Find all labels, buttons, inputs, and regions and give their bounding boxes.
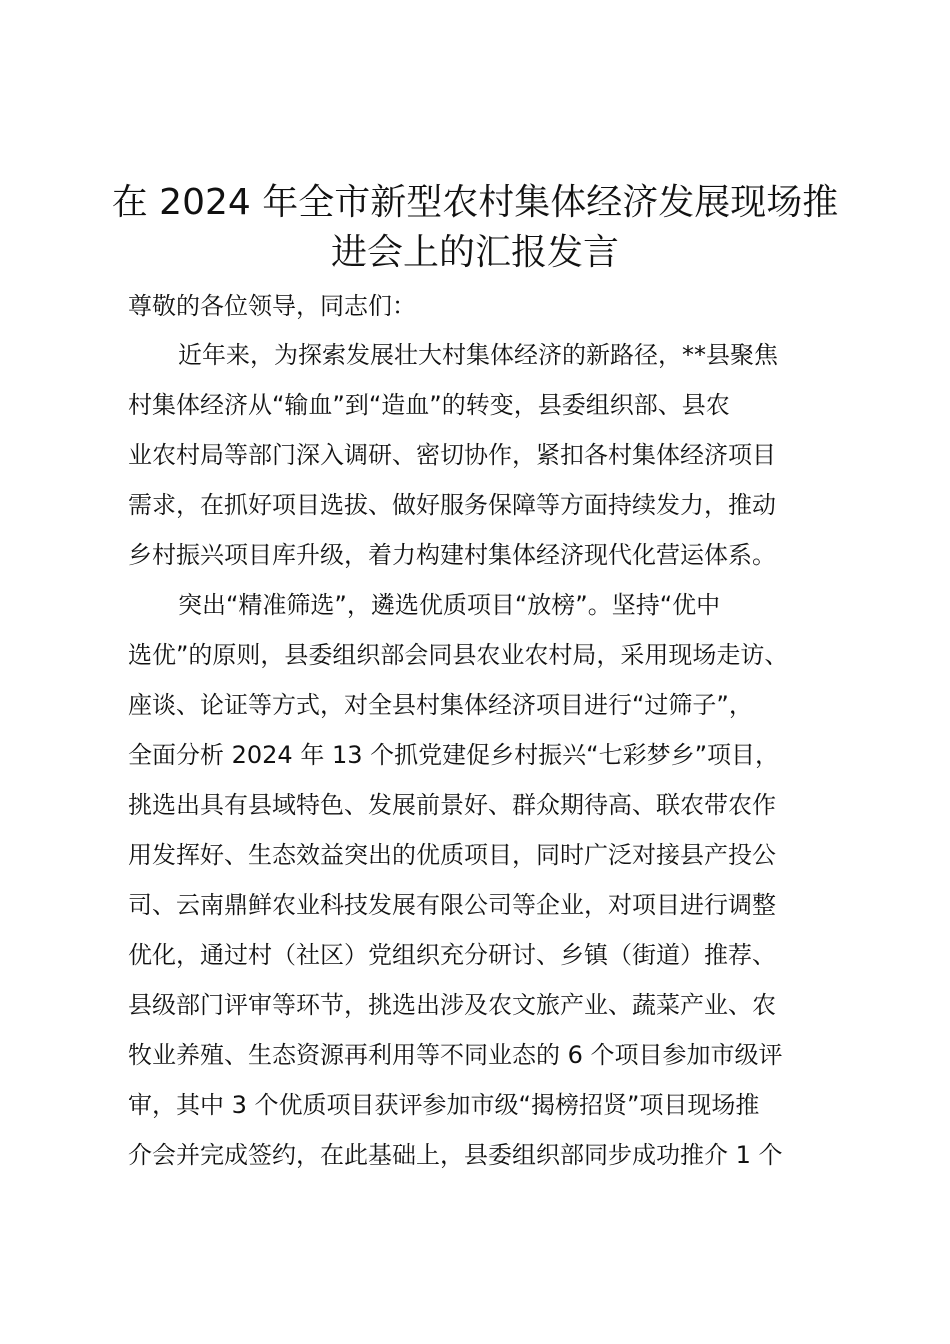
title-line: 进会上的汇报发言 xyxy=(330,232,619,273)
salutation: 尊敬的各位领导，同志们： xyxy=(128,292,416,320)
document-title xyxy=(110,178,840,278)
text-line: 县级部门评审等环节，挑选出涉及农文旅产业、蔬菜产业、农 xyxy=(128,991,776,1019)
text-line: 司、云南鼎鲜农业科技发展有限公司等企业，对项目进行调整 xyxy=(128,891,776,919)
text-line: 选优”的原则，县委组织部会同县农业农村局，采用现场走访、 xyxy=(128,641,789,669)
text-line: 挑选出具有县域特色、发展前景好、群众期待高、联农带农作 xyxy=(128,791,776,819)
text-line: 近年来，为探索发展壮大村集体经济的新路径，**县聚焦 xyxy=(178,341,778,369)
text-line: 突出“精准筛选”，遴选优质项目“放榜”。坚持“优中 xyxy=(178,591,721,619)
text-line: 优化，通过村（社区）党组织充分研讨、乡镇（街道）推荐、 xyxy=(128,941,776,969)
text-line: 审，其中 3 个优质项目获评参加市级“揭榜招贤”项目现场推 xyxy=(128,1091,760,1119)
paragraph-intro xyxy=(128,330,778,580)
text-line: 村集体经济从“输血”到“造血”的转变，县委组织部、县农 xyxy=(128,391,730,419)
text-line: 用发挥好、生态效益突出的优质项目，同时广泛对接县产投公 xyxy=(128,841,776,869)
title-line: 在 2024 年全市新型农村集体经济发展现场推 xyxy=(111,182,839,223)
text-line: 介会并完成签约，在此基础上，县委组织部同步成功推介 1 个 xyxy=(128,1141,783,1169)
text-line: 座谈、论证等方式，对全县村集体经济项目进行“过筛子”， xyxy=(128,691,753,719)
text-line: 需求，在抓好项目选拔、做好服务保障等方面持续发力，推动 xyxy=(128,491,776,519)
text-line: 全面分析 2024 年 13 个抓党建促乡村振兴“七彩梦乡”项目， xyxy=(128,741,779,769)
text-line: 乡村振兴项目库升级，着力构建村集体经济现代化营运体系。 xyxy=(128,541,776,569)
text-line: 牧业养殖、生态资源再利用等不同业态的 6 个项目参加市级评 xyxy=(128,1041,783,1069)
text-line: 业农村局等部门深入调研、密切协作，紧扣各村集体经济项目 xyxy=(128,441,776,469)
paragraph-screening xyxy=(128,580,788,1180)
